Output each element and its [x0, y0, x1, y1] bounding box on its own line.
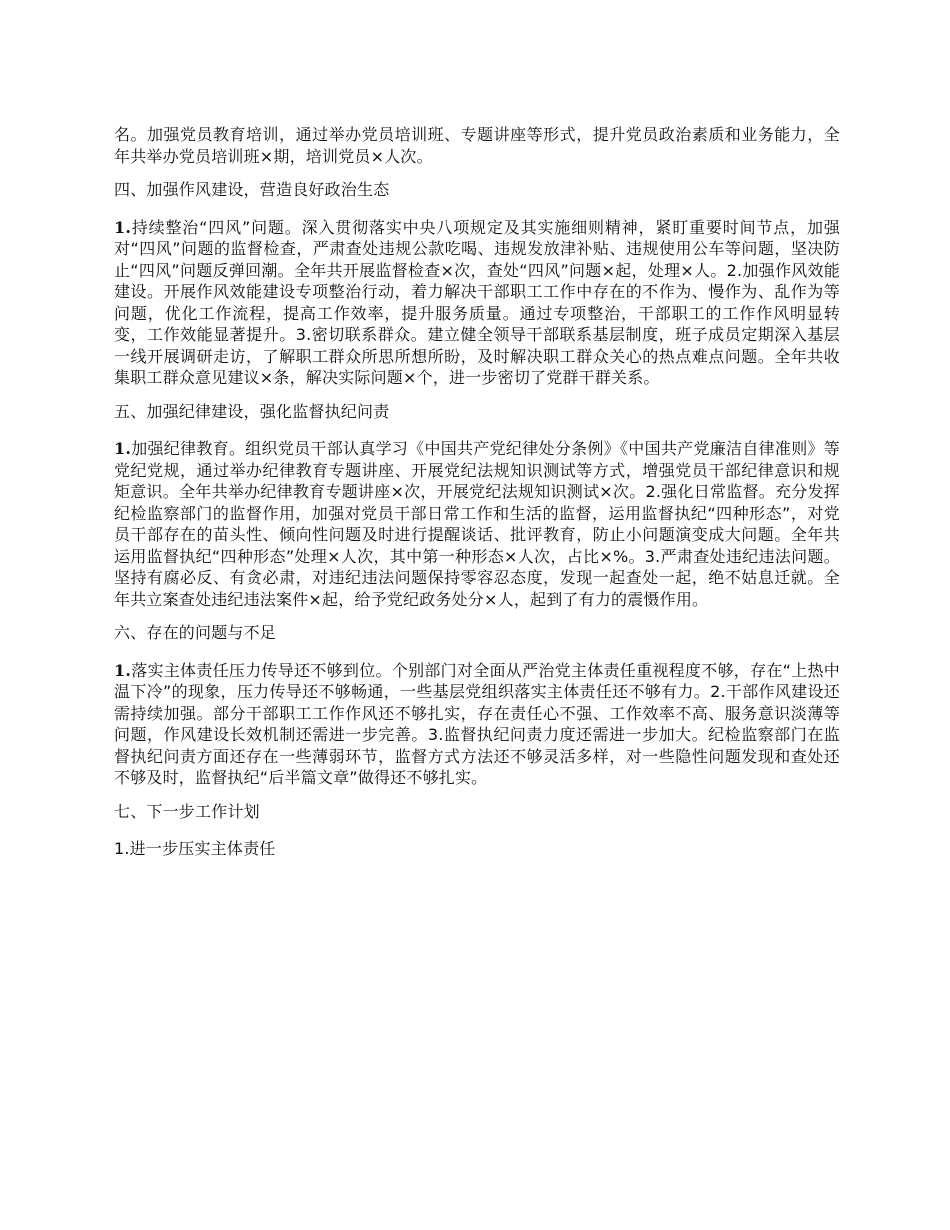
section-6-paragraph — [114, 660, 840, 789]
section-7-item-1: 1.进一步压实主体责任 — [114, 839, 276, 858]
paragraph-lead-number: 1. — [114, 439, 132, 458]
section-5-paragraph — [114, 438, 840, 610]
section-4-paragraph — [114, 217, 840, 389]
paragraph-lead-number: 1. — [114, 660, 132, 680]
intro-text: 名。加强党员教育培训，通过举办党员培训班、专题讲座等形式，提升党员政治素质和业务能力，全年共举办党员培训班×期，培训党员×人次。 — [114, 125, 840, 166]
document-page — [114, 124, 840, 876]
intro-paragraph — [114, 124, 840, 167]
section-5-text: 加强纪律教育。组织党员干部认真学习《中国共产党纪律处分条例》《中国共产党廉洁自律准则》等党纪党规，通过举办纪律教育专题讲座、开展党纪法规知识测试等方式，增强党员干部纪律意识和规矩意识。全年共举办纪律教育专题讲座×次，开展党纪法规知识测试×次。2.强化日常监督。充分发挥纪检监察部门的监督作用，加强对党员干部日常工作和生活的监督，运用监督执纪“四种形态”，对党员干部存在的苗头性、倾向性问题及时进行提醒谈话、批评教育，防止小问题演变成大问题。全年共运用监督执纪“四种形态”处理×人次，其中第一种形态×人次，占比×%。3.严肃查处违纪违法问题。坚持有腐必反、有贪必肃，对违纪违法问题保持零容忍态度，发现一起查处一起，绝不姑息迁就。全年共立案查处违纪违法案件×起，给予党纪政务处分×人，起到了有力的震慑作用。 — [114, 439, 840, 609]
paragraph-lead-number: 1. — [114, 217, 132, 237]
section-heading-7: 七、下一步工作计划 — [114, 801, 260, 821]
section-heading-5: 五、加强纪律建设，强化监督执纪问责 — [114, 401, 390, 421]
section-6-text: 落实主体责任压力传导还不够到位。个别部门对全面从严治党主体责任重视程度不够，存在“上热中温下冷”的现象，压力传导还不够畅通，一些基层党组织落实主体责任还不够有力。2.干部作风建设还需持续加强。部分干部职工工作作风还不够扎实，存在责任心不强、工作效率不高、服务意识淡薄等问题，作风建设长效机制还需进一步完善。3.监督执纪问责力度还需进一步加大。纪检监察部门在监督执纪问责方面还存在一些薄弱环节，监督方式方法还不够灵活多样，对一些隐性问题发现和查处还不够及时，监督执纪“后半篇文章”做得还不够扎实。 — [114, 660, 840, 787]
section-heading-6: 六、存在的问题与不足 — [114, 623, 277, 642]
section-heading-4: 四、加强作风建设，营造良好政治生态 — [114, 180, 390, 199]
section-4-text: 持续整治“四风”问题。深入贯彻落实中央八项规定及其实施细则精神，紧盯重要时间节点，加强对“四风”问题的监督检查，严肃查处违规公款吃喝、违规发放津补贴、违规使用公车等问题，坚决防止“四风”问题反弹回潮。全年共开展监督检查×次，查处“四风”问题×起，处理×人。2.加强作风效能建设。开展作风效能建设专项整治行动，着力解决干部职工工作中存在的不作为、慢作为、乱作为等问题，优化工作流程，提高工作效率，提升服务质量。通过专项整治，干部职工的工作作风明显转变，工作效能显著提升。3.密切联系群众。建立健全领导干部联系基层制度，班子成员定期深入基层一线开展调研走访，了解职工群众所思所想所盼，及时解决职工群众关心的热点难点问题。全年共收集职工群众意见建议×条，解决实际问题×个，进一步密切了党群干群关系。 — [114, 217, 840, 387]
